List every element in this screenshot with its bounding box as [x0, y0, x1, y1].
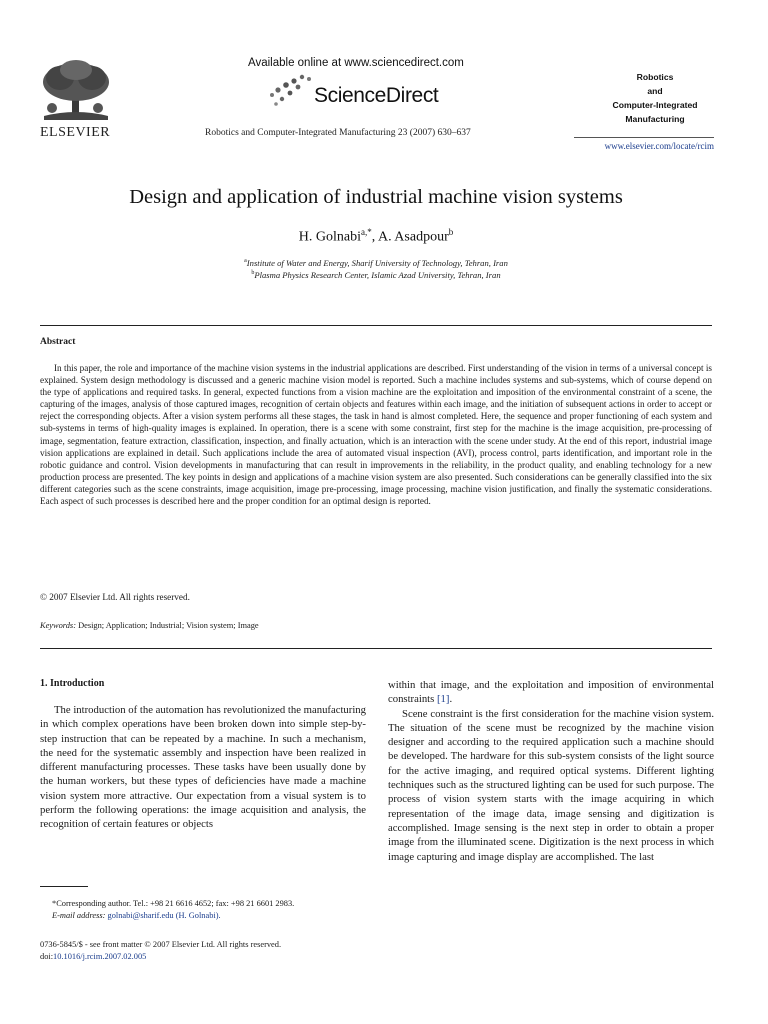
doi-label: doi:	[40, 952, 54, 961]
body-column-right	[388, 678, 714, 864]
affiliation	[40, 258, 712, 268]
affiliation-marker: b	[251, 270, 255, 277]
corresponding-author-note: *Corresponding author. Tel.: +98 21 6616 4652; fax: +98 21 6601 2983.	[52, 899, 295, 908]
publisher-name: ELSEVIER	[40, 125, 111, 140]
header-divider	[40, 325, 712, 326]
author-affiliation-marker: a,*	[360, 227, 372, 237]
author-name: H. Golnabi	[298, 229, 361, 245]
email-link[interactable]: golnabi@sharif.edu (H. Golnabi).	[107, 911, 221, 920]
available-online-text: Available online at www.sciencedirect.com	[248, 57, 464, 69]
keywords-line	[40, 621, 259, 630]
affiliation-marker: a	[244, 258, 247, 265]
doi-link[interactable]: 10.1016/j.rcim.2007.02.005	[53, 952, 147, 961]
journal-citation: Robotics and Computer-Integrated Manufacturing 23 (2007) 630–637	[205, 128, 471, 138]
abstract-text: In this paper, the role and importance of the machine vision systems in the industrial applications are described. First understanding of the vision in terms of a universal concept is explained. System design methodology is discussed and a generic machine vision model is reported. Such a machine includes systems and sub-systems, which of course depend on the type of applications and required tasks. In general, expected functions from a vision machine are the exploitation and imposition of the environmental constraint of a scene, the capturing of the images, analysis of those captured images, recognition of certain objects and features within each image, and the initiation of subsequent actions in order to accept or reject the corresponding objects. After a vision system performs all these stages, the task in hand is almost completed. Here, the sequence and proper functioning of each system and sub-systems in terms of high-quality images is explained. In operation, there is a scene with some constraint, first step for the machine is the image acquisition, pre-processing of image, segmentation, feature extraction, classification, inspection, and finally actuation, which is an interaction with the scene under study. At the end of this report, industrial image vision applications are explained in detail. Such applications include the area of automated visual inspection (AVI), process control, parts identification, and important role in the robotic guidance and control. Vision developments in manufacturing that can result in improvements in the reliability, in the product quality, and enabling technology for a new production process are presented. The key points in design and applications of a machine vision system are also presented. Such considerations can be generally classified into the six different categories such as the scene constraints, image acquisition, image pre-processing, image processing, machine vision justification, and finally the systematic considerations. Each aspect of such processes is described here and the proper condition for an optimal design is reported.	[40, 363, 712, 507]
article-title: Design and application of industrial machine vision systems	[129, 186, 623, 208]
sciencedirect-dots-icon	[268, 73, 314, 109]
sciencedirect-name: ScienceDirect	[314, 84, 439, 107]
paragraph-text: .	[449, 693, 453, 706]
affiliation-text: Institute of Water and Energy, Sharif University of Technology, Tehran, Iran	[246, 258, 508, 268]
citation-link[interactable]: [1]	[436, 693, 450, 706]
journal-url-link[interactable]: www.elsevier.com/locate/rcim	[604, 141, 714, 151]
journal-title-line: Robotics	[636, 72, 674, 82]
keywords-label: Keywords:	[40, 621, 76, 630]
affiliation-text: Plasma Physics Research Center, Islamic Azad University, Tehran, Iran	[254, 270, 501, 280]
elsevier-tree-icon	[38, 58, 114, 124]
section-heading: 1. Introduction	[40, 678, 105, 689]
email-label: E-mail address:	[52, 911, 106, 920]
body-paragraph	[388, 678, 714, 707]
abstract-heading: Abstract	[40, 337, 76, 347]
journal-title-line: and	[647, 86, 663, 96]
author-affiliation-marker: b	[448, 227, 454, 237]
paragraph-text: within that image, and the exploitation and imposition of environmental constraints	[388, 679, 714, 706]
author-name: A. Asadpour	[377, 229, 449, 245]
affiliation	[40, 270, 712, 280]
abstract-divider	[40, 648, 712, 649]
journal-box-divider	[574, 137, 714, 138]
footnote-divider	[40, 886, 88, 887]
journal-title-box	[596, 70, 714, 126]
body-paragraph: The introduction of the automation has revolutionized the manufacturing in which complex operations have been broken down into simple step-by-step instruction that can be repeated by a machine. In such a mechanism, the need for the systematic assembly and inspection have been realized in different manufacturing processes. These tasks have been usually done by the human workers, but these types of deficiencies have made a machine vision system more attractive. Our expectation from a visual system is to perform the following operations: the image acquisition and analysis, the recognition of certain features or objects	[40, 704, 366, 831]
journal-title-line: Computer-Integrated	[612, 100, 698, 110]
author-list: H. Golnabi$^{a,*}$, A. Asadpour$^b$	[298, 227, 454, 245]
issn-line: 0736-5845/$ - see front matter © 2007 Elsevier Ltd. All rights reserved.	[40, 940, 282, 949]
body-column-left	[40, 678, 366, 832]
body-paragraph: Scene constraint is the first consideration for the machine vision system. The situation of the scene must be recognized by the machine vision designer and according to the required application such a machine should be developed. The hardware for this sub-system consists of the light source for the active imaging, and required optical systems. Different lighting techniques such as the structured lighting can be used for such purpose. The process of vision system starts with the image acquiring in which representation of the image data, image sensing and digitization is accomplished. Image sensing is the next step in order to obtain a proper image from the illuminated scene. Digitization is the next process in which image capturing and image display are accomplished. The last	[388, 707, 714, 863]
abstract-copyright: © 2007 Elsevier Ltd. All rights reserved.	[40, 592, 190, 602]
email-note	[40, 910, 366, 922]
journal-title-line: Manufacturing	[625, 114, 685, 124]
doi-line	[40, 952, 146, 961]
keywords-list: Design; Application; Industrial; Vision system; Image	[78, 621, 259, 630]
